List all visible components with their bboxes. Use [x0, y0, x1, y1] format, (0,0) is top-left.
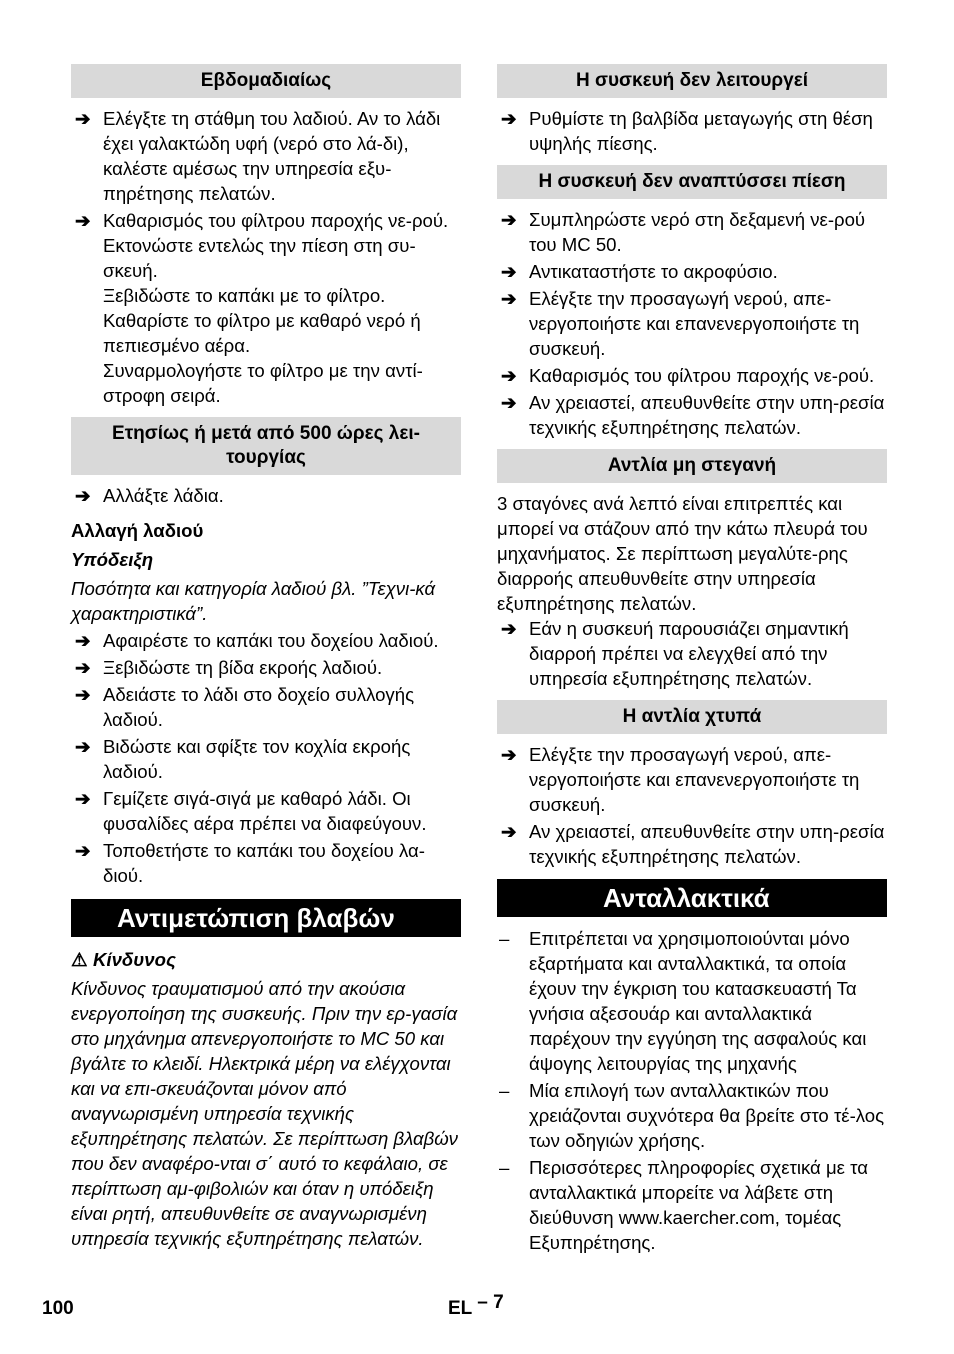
bullet-item: ➔ Καθαρισμός του φίλτρου παροχής νε-ρού. [501, 365, 875, 386]
bullet-item: ➔ Αφαιρέστε το καπάκι του δοχείου λαδιού. [75, 630, 439, 651]
chapter-heading-troubleshooting: Αντιμετώπιση βλαβών [71, 899, 461, 937]
arrow-icon: ➔ [501, 261, 517, 282]
arrow-icon: ➔ [501, 392, 517, 413]
bullet-item: ➔ Εάν η συσκευή παρουσιάζει σημαντική διαρροή πρέπει να ελεγχθεί από την υπηρεσία εξυπηρέτησης πελατών. [501, 618, 849, 689]
bullet-item: ➔ Ρυθμίστε τη βαλβίδα μεταγωγής στη θέση υψηλής πίεσης. [501, 108, 873, 154]
not-working-body [497, 106, 887, 156]
arrow-icon: ➔ [75, 684, 91, 705]
list-item: – Επιτρέπεται να χρησιμοποιούνται μόνο εξαρτήματα και ανταλλακτικά, τα οποία έχουν την έγκριση του κατασκευαστή Τα γνήσια αξεσουάρ και ανταλλακτικά παρέχουν την εγγύηση της ασφαλούς και άψογης λειτουργίας της μηχανής [499, 928, 867, 1074]
bullet-item: ➔ Ελέγξτε την προσαγωγή νερού, απε-νεργοποιήστε και επανενεργοποιήστε τη συσκευή. [501, 288, 860, 359]
chapter-heading-spare-parts: Ανταλλακτικά [497, 879, 887, 917]
list-item: – Μία επιλογή των ανταλλακτικών που χρειάζονται συχνότερα θα βρείτε στο τέ-λος των οδηγιών χρήσης. [499, 1080, 885, 1151]
no-pressure-steps [497, 207, 887, 440]
section-heading-leaking: Αντλία μη στεγανή [497, 449, 887, 483]
note-title: Υπόδειξη [71, 549, 154, 570]
arrow-icon: ➔ [75, 485, 91, 506]
section-heading-knocking: Η αντλία χτυπά [497, 700, 887, 734]
bullet-item: ➔ Καθαρισμός του φίλτρου παροχής νε-ρού. [75, 210, 449, 231]
oil-change-steps [71, 628, 461, 888]
bullet-item: ➔ Ξεβιδώστε τη βίδα εκροής λαδιού. [75, 657, 383, 678]
arrow-icon: ➔ [501, 288, 517, 309]
bullet-item: ➔ Βιδώστε και σφίξτε τον κοχλία εκροής λαδιού. [75, 736, 411, 782]
yearly-body [71, 483, 461, 508]
instruction-text: Συναρμολογήστε το φίλτρο με την αντί-στροφη σειρά. [103, 360, 423, 406]
right-column [497, 64, 887, 1255]
instruction-text: Εκτονώστε εντελώς την πίεση στη συ-σκευή. [103, 235, 416, 281]
arrow-icon: ➔ [501, 744, 517, 765]
bullet-item: ➔ Γεμίζετε σιγά-σιγά με καθαρό λάδι. Οι φυσαλίδες αέρα πρέπει να διαφεύγουν. [75, 788, 427, 834]
arrow-icon: ➔ [75, 657, 91, 678]
section-page-number: – 7 [477, 1292, 504, 1313]
dash-marker: – [499, 928, 510, 949]
instruction-text: Ξεβιδώστε το καπάκι με το φίλτρο. [103, 285, 386, 306]
arrow-icon: ➔ [501, 209, 517, 230]
footer-language [448, 1292, 504, 1320]
dash-marker: – [499, 1080, 510, 1101]
danger-text: Κίνδυνος τραυματισμού από την ακούσια ενεργοποίηση της συσκευής. Πριν την ερ-γασία στο μηχάνημα απενεργοποιήστε το MC 50 και βγάλτε το κλειδί. Ηλεκτρικά μέρη να ελέγχονται και να επι-σκευάζονται μόνον από αναγνωρισμένη υπηρεσία τεχνικής εξυπηρέτησης πελατών. Σε περίπτωση βλαβών που δεν αναφέρο-νται σ΄ αυτό το κεφάλαιο, σε περίπτωση αμ-φιβολιών και όταν η υπόδειξη είναι ρητή, απευθυνθείτε σε αναγνωρισμένη υπηρεσία τεχνικής εξυπηρέτησης πελατών. [71, 978, 458, 1249]
left-column [71, 64, 461, 1251]
arrow-icon: ➔ [501, 108, 517, 129]
bullet-item: ➔ Αλλάξτε λάδια. [75, 485, 224, 506]
bullet-item: ➔ Ελέγξτε την προσαγωγή νερού, απε-νεργοποιήστε και επανενεργοποιήστε τη συσκευή. [501, 744, 860, 815]
section-heading-not-working: Η συσκευή δεν λειτουργεί [497, 64, 887, 98]
spare-parts-list [497, 926, 887, 1255]
knocking-steps [497, 742, 887, 869]
bullet-item: ➔ Αδειάστε το λάδι στο δοχείο συλλογής λαδιού. [75, 684, 415, 730]
bullet-item: ➔ Αν χρειαστεί, απευθυνθείτε στην υπη-ρεσία τεχνικής εξυπηρέτησης πελατών. [501, 392, 885, 438]
bullet-item: ➔ Συμπληρώστε νερό στη δεξαμενή νε-ρού του MC 50. [501, 209, 866, 255]
dash-marker: – [499, 1157, 510, 1178]
arrow-icon: ➔ [75, 630, 91, 651]
section-heading-no-pressure: Η συσκευή δεν αναπτύσσει πίεση [497, 165, 887, 199]
arrow-icon: ➔ [75, 788, 91, 809]
bullet-item: ➔ Αν χρειαστεί, απευθυνθείτε στην υπη-ρεσία τεχνικής εξυπηρέτησης πελατών. [501, 821, 885, 867]
note-text: Ποσότητα και κατηγορία λαδιού βλ. ”Τεχνι-κά χαρακτηριστικά”. [71, 578, 436, 624]
arrow-icon: ➔ [501, 618, 517, 639]
warning-icon: ⚠ [71, 949, 88, 970]
list-item: – Περισσότερες πληροφορίες σχετικά με τα ανταλλακτικά μπορείτε να λάβετε στη διεύθυνση www.kaercher.com, τομέας Εξυπηρέτησης. [499, 1157, 868, 1253]
weekly-body [71, 106, 461, 408]
arrow-icon: ➔ [501, 821, 517, 842]
language-code: EL [448, 1298, 472, 1319]
section-heading-weekly: Εβδομαδιαίως [71, 64, 461, 98]
arrow-icon: ➔ [75, 840, 91, 861]
arrow-icon: ➔ [501, 365, 517, 386]
bullet-item: ➔ Τοποθετήστε το καπάκι του δοχείου λα-διού. [75, 840, 425, 886]
bullet-item: ➔ Αντικαταστήστε το ακροφύσιο. [501, 261, 778, 282]
section-heading-yearly: Ετησίως ή μετά από 500 ώρες λει-τουργίας [71, 417, 461, 475]
leaking-body [497, 616, 887, 691]
subheading-oil-change: Αλλαγή λαδιού [71, 520, 204, 541]
arrow-icon: ➔ [75, 736, 91, 757]
leaking-text: 3 σταγόνες ανά λεπτό είναι επιτρεπτές και μπορεί να στάζουν από την κάτω πλευρά του μηχανήματος. Σε περίπτωση μεγαλύτε-ρης διαρροής απευθυνθείτε στην υπηρεσία εξυπηρέτησης πελατών. [497, 493, 868, 614]
instruction-text: Καθαρίστε το φίλτρο με καθαρό νερό ή πεπιεσμένο αέρα. [103, 310, 421, 356]
arrow-icon: ➔ [75, 108, 91, 129]
page-number: 100 [42, 1298, 74, 1319]
arrow-icon: ➔ [75, 210, 91, 231]
bullet-item: ➔ Ελέγξτε τη στάθμη του λαδιού. Αν το λάδι έχει γαλακτώδη υφή (νερό στο λά-δι), καλέστε αμέσως την υπηρεσία εξυ-πηρέτησης πελατών. [75, 108, 441, 204]
danger-heading: ⚠ Κίνδυνος [71, 949, 176, 970]
